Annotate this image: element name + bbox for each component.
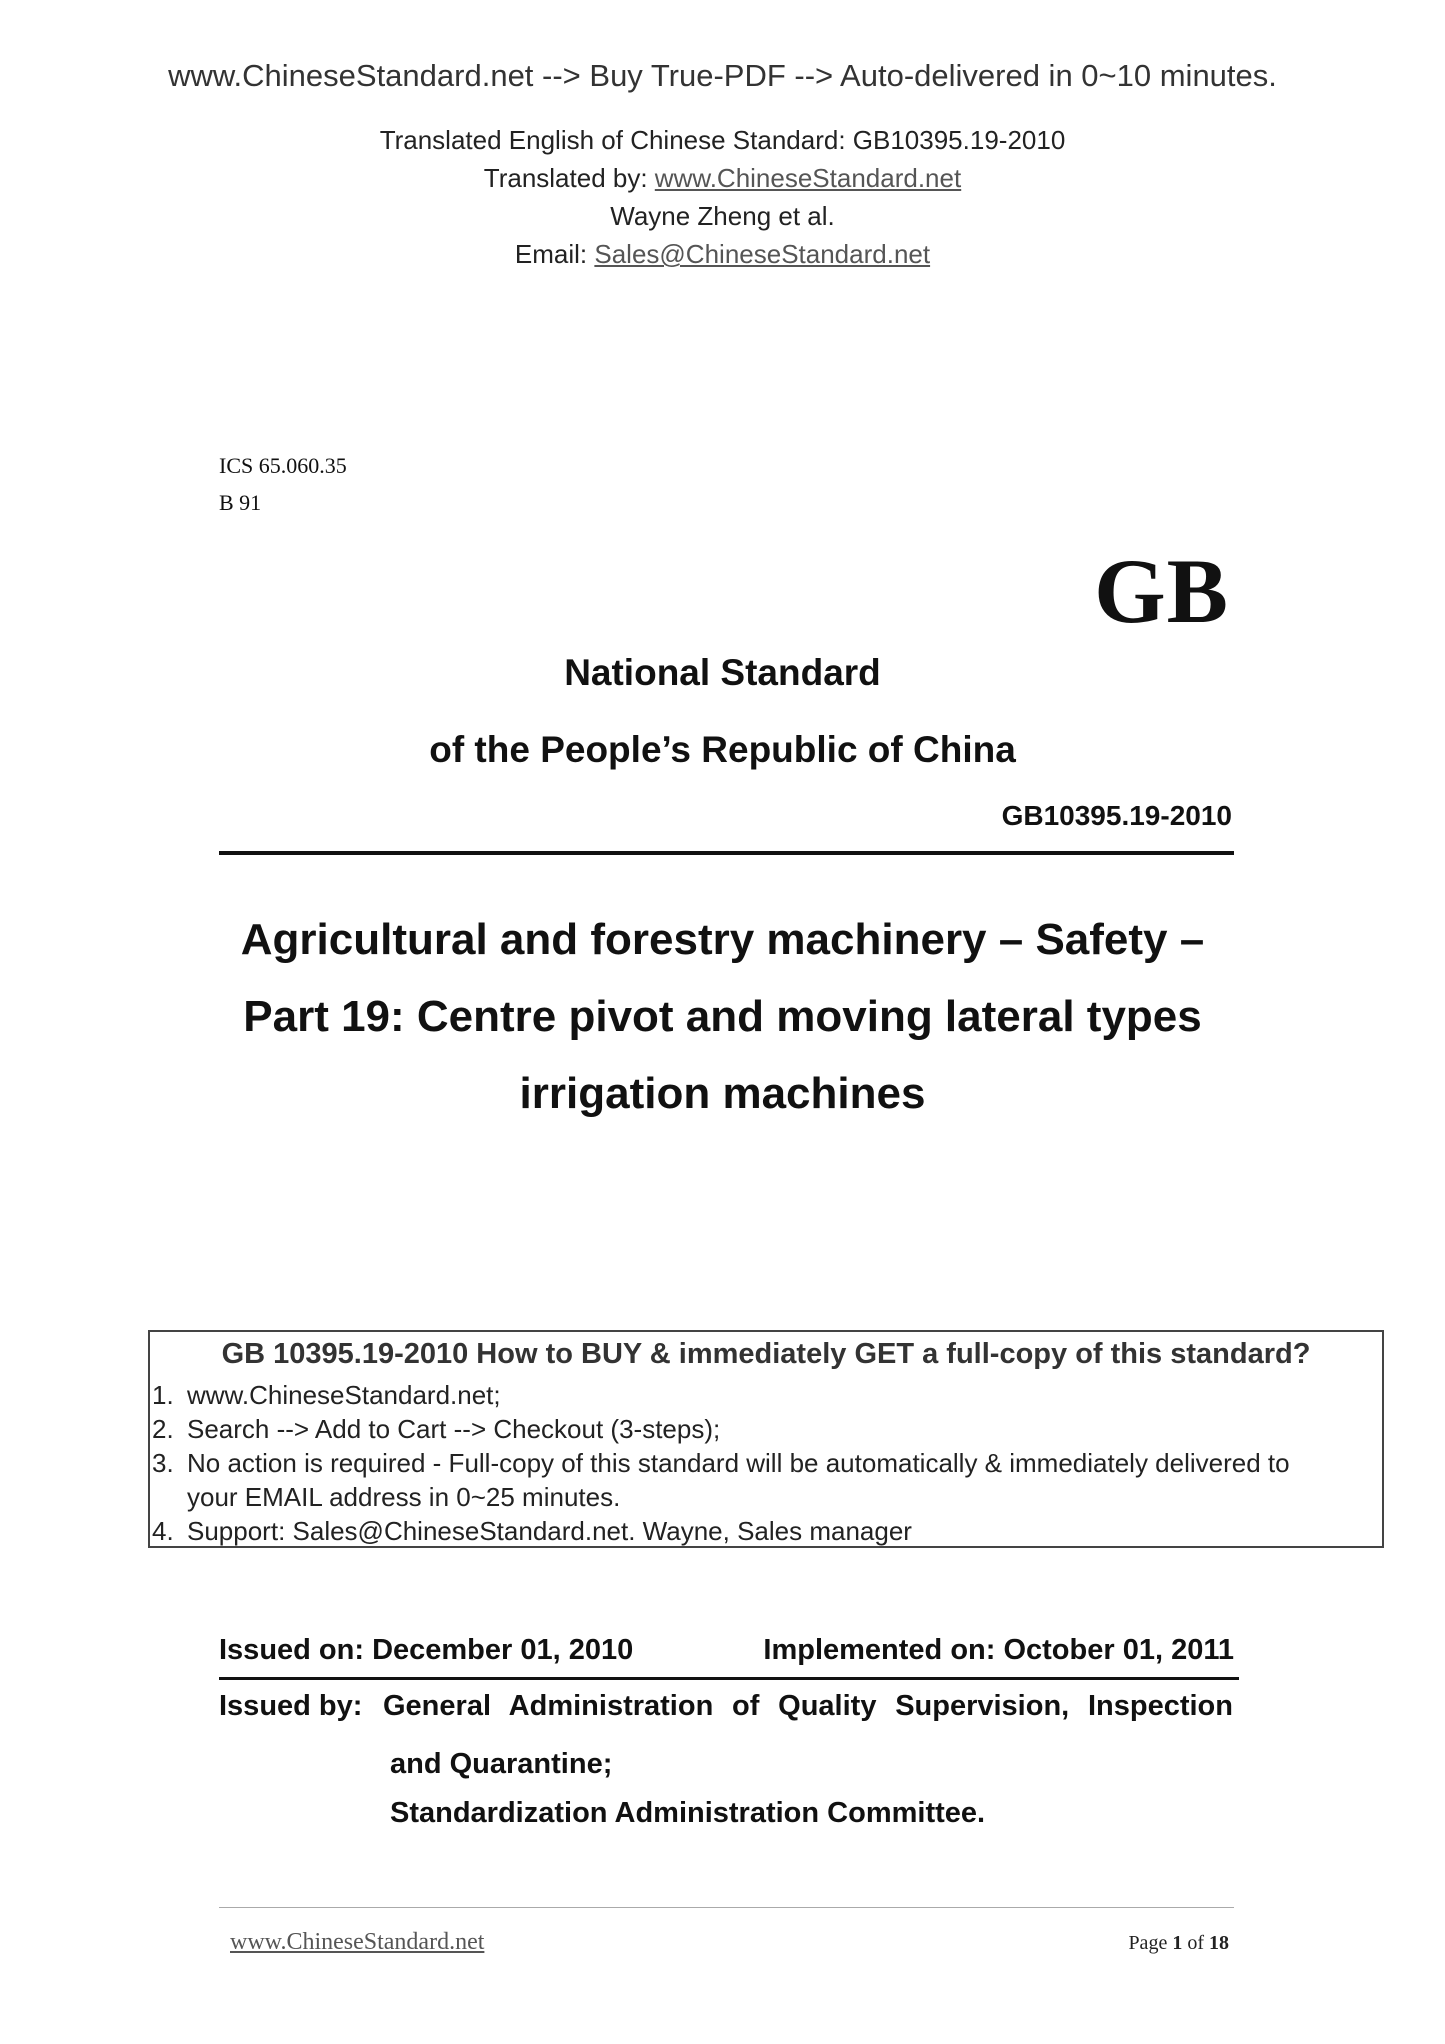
page-current: 1: [1172, 1932, 1183, 1954]
header-translated-by: [0, 163, 1445, 194]
footer-site-link[interactable]: www.ChineseStandard.net: [230, 1929, 485, 1955]
implemented-on-date: Implemented on: October 01, 2011: [763, 1634, 1234, 1666]
footer-rule: [219, 1907, 1234, 1908]
title-line3: irrigation machines: [519, 1069, 926, 1118]
issued-by-line1: General Administration of Quality Supervision, Inspection: [383, 1690, 1233, 1722]
translated-by-label: Translated by:: [483, 163, 655, 193]
national-standard-line2: of the People’s Republic of China: [429, 729, 1016, 770]
buy-step-1: [150, 1380, 1382, 1412]
standard-number: GB10395.19-2010: [1001, 800, 1232, 831]
title-line1: Agricultural and forestry machinery – Safety –: [240, 915, 1205, 964]
header-translation-line: Translated English of Chinese Standard: GB10395.19-2010: [379, 125, 1066, 155]
ccs-code: B 91: [219, 490, 262, 515]
buy-step-2: [150, 1414, 1382, 1446]
buy-step-3-continued: [150, 1482, 1382, 1514]
buy-step-number: 1.: [152, 1380, 174, 1410]
ics-code: ICS 65.060.35: [219, 453, 347, 478]
dates-rule: [219, 1677, 1239, 1680]
buy-info-box: [148, 1330, 1384, 1548]
page-of: of: [1182, 1932, 1209, 1954]
national-standard-line1: National Standard: [564, 652, 881, 693]
issued-by-line2: and Quarantine;: [390, 1748, 613, 1780]
buy-step-text: your EMAIL address in 0~25 minutes.: [187, 1482, 621, 1512]
buy-step-text: No action is required - Full-copy of this standard will be automatically & immediately delivered to: [187, 1448, 1290, 1478]
buy-step-number: 3.: [152, 1448, 174, 1478]
issued-on-date: Issued on: December 01, 2010: [219, 1634, 634, 1666]
page-indicator: [1128, 1932, 1229, 1955]
gb-mark: GB: [1094, 540, 1229, 642]
buy-step-4: [150, 1516, 1382, 1548]
header-translator: Wayne Zheng et al.: [610, 201, 835, 231]
issued-by-label: Issued by:: [219, 1690, 363, 1722]
buy-step-number: 2.: [152, 1414, 174, 1444]
page-label: Page: [1128, 1932, 1173, 1954]
page-total: 18: [1209, 1932, 1229, 1954]
email-link[interactable]: Sales@ChineseStandard.net: [594, 239, 931, 269]
translated-by-link[interactable]: www.ChineseStandard.net: [654, 163, 962, 193]
header-rule: [219, 851, 1234, 855]
buy-box-heading: GB 10395.19-2010 How to BUY & immediately GET a full-copy of this standard?: [221, 1338, 1311, 1370]
header-email: [0, 239, 1445, 270]
buy-step-3: [150, 1448, 1382, 1480]
buy-step-text: Search --> Add to Cart --> Checkout (3-steps);: [187, 1414, 721, 1444]
top-banner: www.ChineseStandard.net --> Buy True-PDF --> Auto-delivered in 0~10 minutes.: [168, 58, 1277, 93]
buy-step-text: Support: Sales@ChineseStandard.net. Wayne, Sales manager: [187, 1516, 912, 1546]
email-label: Email:: [514, 239, 595, 269]
buy-step-text[interactable]: www.ChineseStandard.net;: [187, 1380, 501, 1410]
title-line2: Part 19: Centre pivot and moving lateral types: [243, 992, 1202, 1041]
buy-step-number: 4.: [152, 1516, 174, 1546]
issued-by-line3: Standardization Administration Committee.: [390, 1797, 986, 1829]
